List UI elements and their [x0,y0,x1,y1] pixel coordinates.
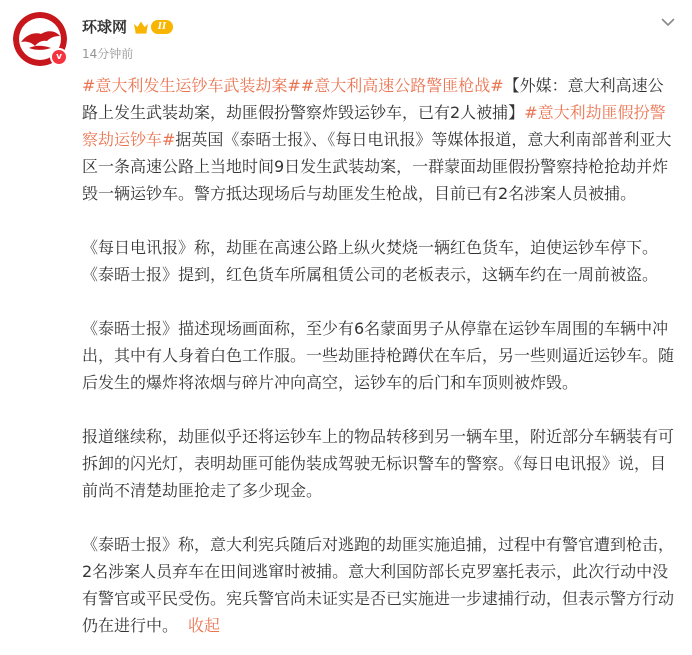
level-badge[interactable] [151,20,173,34]
collapse-button[interactable]: 收起 [188,616,221,635]
avatar-container[interactable] [13,12,67,66]
username[interactable]: 环球网 [82,18,128,36]
verified-badge [50,48,68,66]
level-badge-label: II [157,21,167,32]
chevron-down-icon [661,18,675,27]
post-headline: 【外媒：意大利高速公路上发生武装劫案，劫匪假扮警察炸毁运钞车，已有2人被捕】 [82,76,664,122]
paragraph-text: 据英国《泰晤士报》、《每日电讯报》等媒体报道，意大利南部普利亚大区一条高速公路上当地时间9日发生武装劫案，一群蒙面劫匪假扮警察持枪抢劫并炸毁一辆运钞车。警方抵达现场后与劫匪发生枪战，目前已有2名涉案人员被捕。 [82,130,672,203]
post-paragraph-2: 《每日电讯报》称，劫匪在高速公路上纵火焚烧一辆红色货车，迫使运钞车停下。《泰晤士报》提到，红色货车所属租赁公司的老板表示，这辆车约在一周前被盗。 [82,238,659,284]
post-header [0,0,692,72]
post-paragraph-3: 《泰晤士报》描述现场画面称，至少有6名蒙面男子从停靠在运钞车周围的车辆中冲出，其中有人身着白色工作服。一些劫匪持枪蹲伏在车后，另一些则逼近运钞车。随后发生的爆炸将浓烟与碎片冲向高空，运钞车的后门和车顶则被炸毁。 [82,319,675,392]
vip-crown-icon[interactable] [133,20,149,34]
topic-link[interactable]: #意大利高速公路警匪枪战# [300,76,504,95]
username-row [82,16,173,38]
topic-link[interactable]: #意大利劫匪假扮警察劫运钞车# [82,103,666,149]
post-time[interactable]: 14分钟前 [82,47,134,61]
post-content [82,72,678,639]
post-paragraph-4: 报道继续称，劫匪似乎还将运钞车上的物品转移到另一辆车里，附近部分车辆装有可拆卸的闪光灯，表明劫匪可能伪装成驾驶无标识警车的警察。《每日电讯报》说，目前尚不清楚劫匪抢走了多少现金。 [82,427,675,500]
post-paragraph-1 [82,72,678,207]
paragraph-text: 《泰晤士报》称，意大利宪兵随后对逃跑的劫匪实施追捕，过程中有警官遭到枪击，2名涉案人员弃车在田间逃窜时被捕。意大利国防部长克罗塞托表示，此次行动中没有警官或平民受伤。宪兵警官尚未证实是否已实施进一步逮捕行动，但表示警方行动仍在进行中。 [82,535,675,635]
verified-v-icon: v [56,51,62,62]
post-paragraph-5 [82,531,678,639]
topic-link[interactable]: #意大利发生运钞车武装劫案# [82,76,301,95]
more-options-button[interactable] [656,10,680,34]
